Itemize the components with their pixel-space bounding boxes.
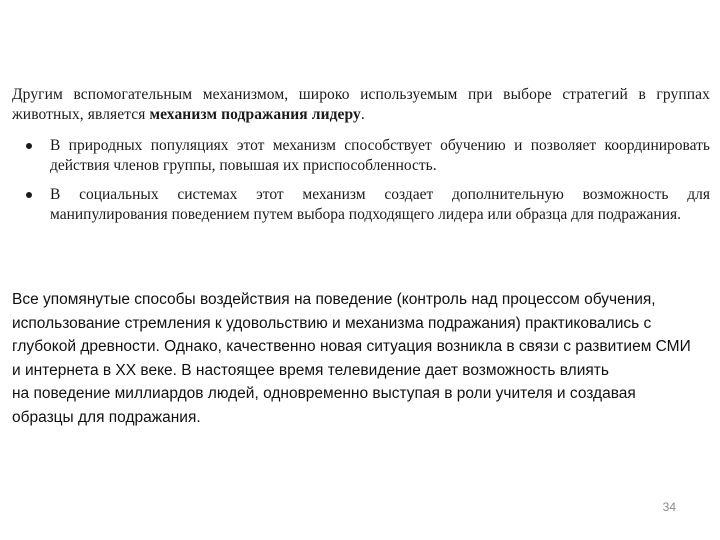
bullet-dot-icon [26,192,32,198]
page-number: 34 [662,500,676,514]
history-line: Все упомянутые способы воздействия на поведение (контроль над процессом обучения, [12,291,656,308]
intro-end: . [360,106,365,123]
bullet-item [24,136,710,176]
bullet-text: В социальных системах этот механизм создает дополнительную возможность для манипулирования поведением путем выбора подходящего лидера или образца для подражания. [50,186,710,223]
intro-paragraph [12,85,710,125]
bullet-item [24,185,710,225]
history-line: образцы для подражания. [12,408,201,426]
history-line: глубокой древности. Однако, качественно новая ситуация возникла в связи с развитием СМИ [12,338,691,355]
history-line: на поведение миллиардов людей, одновременно выступая в роли учителя и создавая [12,385,636,402]
history-line: использование стремления к удовольствию и механизма подражания) практиковались с [12,314,652,332]
intro-emphasis: механизм подражания лидеру [149,106,361,123]
history-line: и интернета в XX веке. В настоящее время телевидение дает возможность влиять [12,361,609,379]
history-paragraph [12,288,712,429]
intro-text: Другим вспомогательным механизмом, широко используемым при выборе стратегий в группах животных, является [12,86,710,123]
bullet-list [24,136,710,234]
bullet-dot-icon [26,143,32,149]
bullet-text: В природных популяциях этот механизм способствует обучению и позволяет координировать действия членов группы, повышая их приспособленность. [50,137,710,174]
